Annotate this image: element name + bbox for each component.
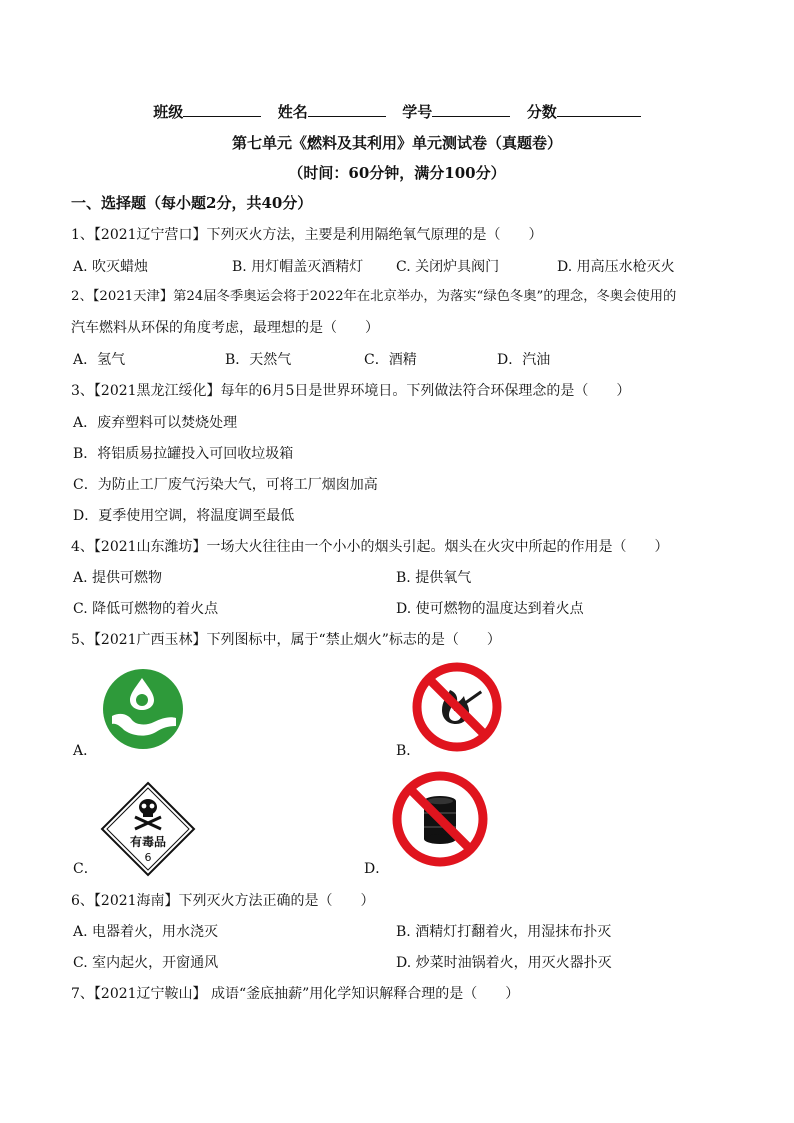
question-5-option-b[interactable]: B． [396, 743, 421, 759]
student-info-row [0, 100, 794, 125]
student-id-blank[interactable] [432, 102, 510, 117]
question-5-option-c[interactable]: C． [73, 861, 98, 877]
question-4-option-d[interactable]: D. 使可燃物的温度达到着火点 [396, 601, 584, 617]
question-1-option-d[interactable]: D. 用高压水枪灭火 [557, 259, 675, 275]
page-title: 第七单元《燃料及其利用》单元测试卷（真题卷） [231, 134, 562, 152]
question-3-option-d[interactable]: D．夏季使用空调，将温度调至最低 [73, 508, 295, 524]
question-2-stem-line-1: 2、【2021天津】第24届冬季奥运会将于2022年在北京举办，为落实“绿色冬奥”的理念，冬奥会使用的 [71, 289, 677, 304]
question-4-option-b[interactable]: B. 提供氧气 [396, 570, 472, 586]
question-6-option-d[interactable]: D. 炒菜时油锅着火，用灭火器扑灭 [396, 955, 612, 971]
question-2-option-b[interactable]: B．天然气 [225, 352, 292, 368]
poison-sign-class: 6 [144, 851, 152, 864]
question-6-option-a[interactable]: A. 电器着火，用水浇灭 [73, 924, 219, 940]
name-blank[interactable] [308, 102, 386, 117]
no-barrel-sign[interactable] [392, 771, 488, 867]
class-field: 班级 [153, 100, 261, 124]
question-4-option-c[interactable]: C. 降低可燃物的着火点 [73, 601, 219, 617]
barrel-prohibited-icon [392, 771, 488, 867]
poison-sign-label: 有毒品 [129, 835, 166, 849]
question-1-stem: 1、【2021辽宁营口】下列灭火方法，主要是利用隔绝氧气原理的是（ ） [71, 227, 543, 243]
poison-sign[interactable] [100, 781, 196, 877]
water-drop-icon [102, 668, 184, 750]
question-4-stem: 4、【2021山东潍坊】一场大火往往由一个小小的烟头引起。烟头在火灾中所起的作用是（ ） [71, 539, 669, 555]
section-heading: 一、选择题（每小题2分，共40分） [71, 194, 313, 212]
water-saving-sign[interactable] [102, 668, 184, 750]
question-6-option-b[interactable]: B. 酒精灯打翻着火，用湿抹布扑灭 [396, 924, 612, 940]
question-2-option-a[interactable]: A．氢气 [73, 352, 126, 368]
question-5-stem: 5、【2021广西玉林】下列图标中，属于“禁止烟火”标志的是（ ） [71, 632, 501, 648]
question-1-option-c[interactable]: C. 关闭炉具阀门 [396, 259, 500, 275]
class-blank[interactable] [183, 102, 261, 117]
question-2-option-d[interactable]: D．汽油 [497, 352, 551, 368]
question-6-option-c[interactable]: C. 室内起火，开窗通风 [73, 955, 219, 971]
score-blank[interactable] [557, 102, 641, 117]
question-3-option-b[interactable]: B．将铝质易拉罐投入可回收垃圾箱 [73, 446, 294, 462]
question-6-stem: 6、【2021海南】下列灭火方法正确的是（ ） [71, 893, 375, 909]
no-flame-icon [412, 662, 502, 752]
question-3-option-c[interactable]: C．为防止工厂废气污染大气，可将工厂烟囱加高 [73, 477, 378, 493]
question-5-option-a[interactable]: A． [73, 743, 98, 759]
question-1-option-a[interactable]: A. 吹灭蜡烛 [73, 259, 149, 275]
page-subtitle: （时间：60分钟，满分100分） [288, 164, 506, 182]
question-3-stem: 3、【2021黑龙江绥化】每年的6月5日是世界环境日。下列做法符合环保理念的是（ ） [71, 383, 631, 399]
student-id-field: 学号 [402, 100, 510, 124]
score-field: 分数 [527, 100, 641, 124]
question-7-stem: 7、【2021辽宁鞍山】 成语“釜底抽薪”用化学知识解释合理的是（ ） [71, 986, 520, 1002]
question-3-option-a[interactable]: A．废弃塑料可以焚烧处理 [73, 415, 238, 431]
question-2-option-c[interactable]: C．酒精 [364, 352, 417, 368]
no-fire-sign[interactable] [412, 662, 502, 752]
question-2-stem-line-2: 汽车燃料从环保的角度考虑，最理想的是（ ） [71, 320, 379, 336]
name-field: 姓名 [278, 100, 386, 124]
question-4-option-a[interactable]: A. 提供可燃物 [73, 570, 163, 586]
question-1-option-b[interactable]: B. 用灯帽盖灭酒精灯 [232, 259, 364, 275]
question-5-option-d[interactable]: D． [364, 861, 390, 877]
